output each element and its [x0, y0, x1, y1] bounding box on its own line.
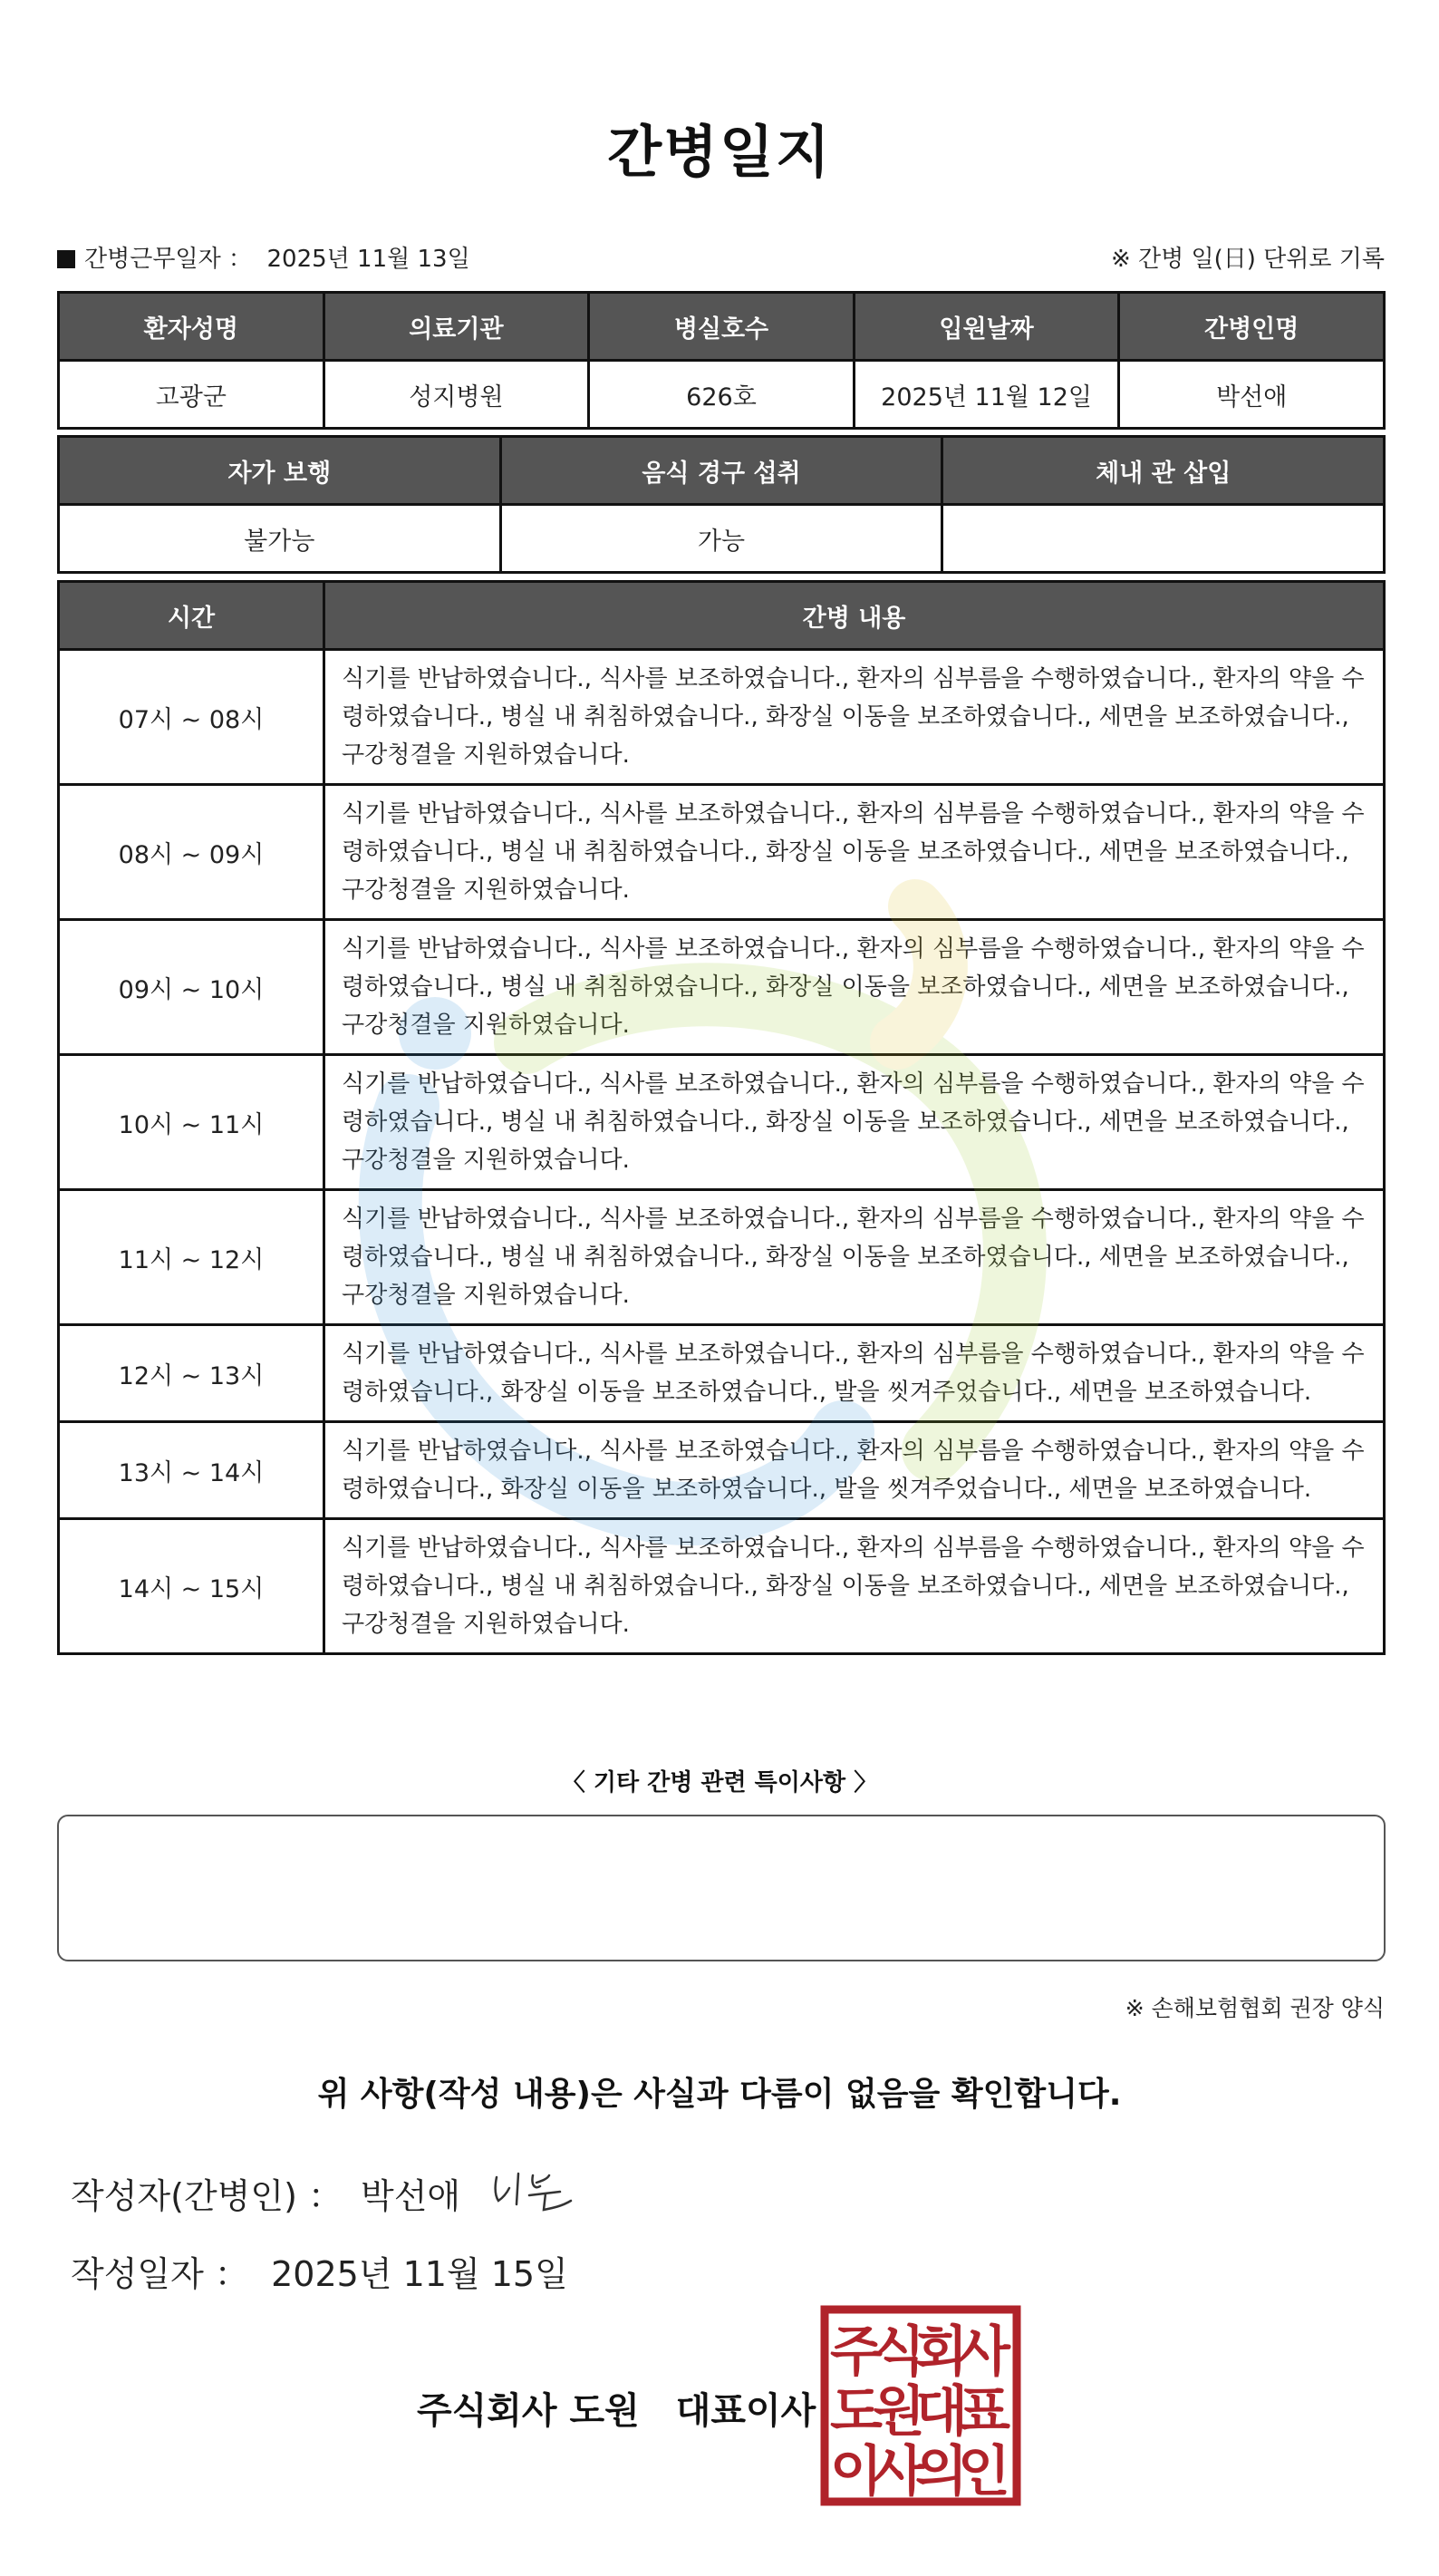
content-cell: 식기를 반납하였습니다., 식사를 보조하였습니다., 환자의 심부름을 수행하였습니다., 환자의 약을 수령하였습니다., 병실 내 취침하였습니다., 화장실 이동을 보조하였습니다., 세면을 보조하였습니다., 구강청결을 지원하였습니다. — [324, 1055, 1385, 1190]
square-bullet-icon — [57, 250, 75, 268]
svg-text:식: 식 — [873, 2320, 925, 2384]
time-cell: 13시 ~ 14시 — [59, 1422, 324, 1519]
room-number: 626호 — [589, 361, 855, 429]
content-cell: 식기를 반납하였습니다., 식사를 보조하였습니다., 환자의 심부름을 수행하였습니다., 환자의 약을 수령하였습니다., 병실 내 취침하였습니다., 화장실 이동을 보조하였습니다., 세면을 보조하였습니다., 구강청결을 지원하였습니다. — [324, 1190, 1385, 1325]
oral-intake-value: 가능 — [500, 505, 942, 573]
header-caregiver-name: 간병인명 — [1119, 293, 1385, 361]
care-log-table — [57, 580, 1386, 1655]
svg-text:주: 주 — [830, 2320, 883, 2384]
company-signature — [417, 2382, 816, 2434]
writer-row — [71, 2168, 478, 2218]
header-tube-insertion: 체내 관 삽입 — [942, 437, 1385, 505]
work-date-label: 간병근무일자 ： — [84, 246, 252, 273]
time-cell: 10시 ~ 11시 — [59, 1055, 324, 1190]
svg-text:이: 이 — [830, 2440, 883, 2503]
patient-info-table — [57, 291, 1386, 430]
svg-text:의: 의 — [915, 2440, 968, 2503]
table-row — [59, 785, 1385, 920]
company-name: 주식회사 도원 — [417, 2390, 640, 2432]
svg-text:사: 사 — [873, 2440, 925, 2503]
confirmation-statement: 위 사항(작성 내용)은 사실과 다름이 없음을 확인합니다. — [317, 2076, 1122, 2113]
header-time: 시간 — [59, 582, 324, 650]
content-cell: 식기를 반납하였습니다., 식사를 보조하였습니다., 환자의 심부름을 수행하였습니다., 환자의 약을 수령하였습니다., 병실 내 취침하였습니다., 화장실 이동을 보조하였습니다., 세면을 보조하였습니다., 구강청결을 지원하였습니다. — [324, 1519, 1385, 1654]
admission-date: 2025년 11월 12일 — [854, 361, 1119, 429]
special-notes-box — [57, 1815, 1386, 1961]
time-cell: 14시 ~ 15시 — [59, 1519, 324, 1654]
tube-insertion-value — [942, 505, 1385, 573]
time-cell: 09시 ~ 10시 — [59, 920, 324, 1055]
work-date-value: 2025년 11월 13일 — [266, 246, 470, 273]
table-row — [59, 1190, 1385, 1325]
patient-name: 고광군 — [59, 361, 324, 429]
time-cell: 12시 ~ 13시 — [59, 1325, 324, 1422]
table-row — [59, 1519, 1385, 1654]
company-seal-icon — [820, 2305, 1021, 2506]
header-care-content: 간병 내용 — [324, 582, 1385, 650]
time-cell: 11시 ~ 12시 — [59, 1190, 324, 1325]
written-date-label: 작성일자 ： — [71, 2254, 249, 2294]
header-room-number: 병실호수 — [589, 293, 855, 361]
representative-title: 대표이사 — [675, 2390, 816, 2432]
table-row — [59, 1422, 1385, 1519]
table-row — [59, 650, 1385, 785]
patient-status-table — [57, 435, 1386, 574]
svg-text:표: 표 — [958, 2380, 1010, 2444]
header-self-walking: 자가 보행 — [59, 437, 501, 505]
caregiver-name: 박선애 — [1119, 361, 1385, 429]
unit-note: ※ 간병 일(日) 단위로 기록 — [1110, 246, 1385, 273]
svg-text:인: 인 — [958, 2440, 1010, 2503]
header-hospital: 의료기관 — [324, 293, 589, 361]
special-notes-title: 〈 기타 간병 관련 특이사항 〉 — [561, 1769, 878, 1796]
table-row — [59, 920, 1385, 1055]
content-cell: 식기를 반납하였습니다., 식사를 보조하였습니다., 환자의 심부름을 수행하였습니다., 환자의 약을 수령하였습니다., 화장실 이동을 보조하였습니다., 발을 씻겨주었습니다., 세면을 보조하였습니다. — [324, 1422, 1385, 1519]
writer-label: 작성자(간병인) ： — [71, 2176, 343, 2216]
svg-text:도: 도 — [830, 2380, 883, 2444]
header-admission-date: 입원날짜 — [854, 293, 1119, 361]
content-cell: 식기를 반납하였습니다., 식사를 보조하였습니다., 환자의 심부름을 수행하였습니다., 환자의 약을 수령하였습니다., 병실 내 취침하였습니다., 화장실 이동을 보조하였습니다., 세면을 보조하였습니다., 구강청결을 지원하였습니다. — [324, 785, 1385, 920]
hospital-name: 성지병원 — [324, 361, 589, 429]
written-date-value: 2025년 11월 15일 — [271, 2254, 568, 2294]
handwritten-signature-icon — [489, 2164, 589, 2219]
self-walking-value: 불가능 — [59, 505, 501, 573]
svg-text:원: 원 — [873, 2380, 925, 2444]
content-cell: 식기를 반납하였습니다., 식사를 보조하였습니다., 환자의 심부름을 수행하였습니다., 환자의 약을 수령하였습니다., 병실 내 취침하였습니다., 화장실 이동을 보조하였습니다., 세면을 보조하였습니다., 구강청결을 지원하였습니다. — [324, 920, 1385, 1055]
table-row — [59, 1325, 1385, 1422]
header-oral-intake: 음식 경구 섭취 — [500, 437, 942, 505]
header-patient-name: 환자성명 — [59, 293, 324, 361]
content-cell: 식기를 반납하였습니다., 식사를 보조하였습니다., 환자의 심부름을 수행하였습니다., 환자의 약을 수령하였습니다., 화장실 이동을 보조하였습니다., 발을 씻겨주었습니다., 세면을 보조하였습니다. — [324, 1325, 1385, 1422]
table-row — [59, 1055, 1385, 1190]
work-date — [57, 240, 470, 274]
page-title: 간병일지 — [607, 119, 832, 185]
writer-name: 박선애 — [360, 2176, 461, 2216]
content-cell: 식기를 반납하였습니다., 식사를 보조하였습니다., 환자의 심부름을 수행하였습니다., 환자의 약을 수령하였습니다., 병실 내 취침하였습니다., 화장실 이동을 보조하였습니다., 세면을 보조하였습니다., 구강청결을 지원하였습니다. — [324, 650, 1385, 785]
svg-text:회: 회 — [915, 2320, 968, 2384]
svg-text:사: 사 — [958, 2320, 1010, 2384]
time-cell: 07시 ~ 08시 — [59, 650, 324, 785]
time-cell: 08시 ~ 09시 — [59, 785, 324, 920]
svg-text:대: 대 — [915, 2380, 968, 2444]
form-note: ※ 손해보험협회 권장 양식 — [1125, 1995, 1385, 2021]
written-date-row — [71, 2246, 568, 2296]
